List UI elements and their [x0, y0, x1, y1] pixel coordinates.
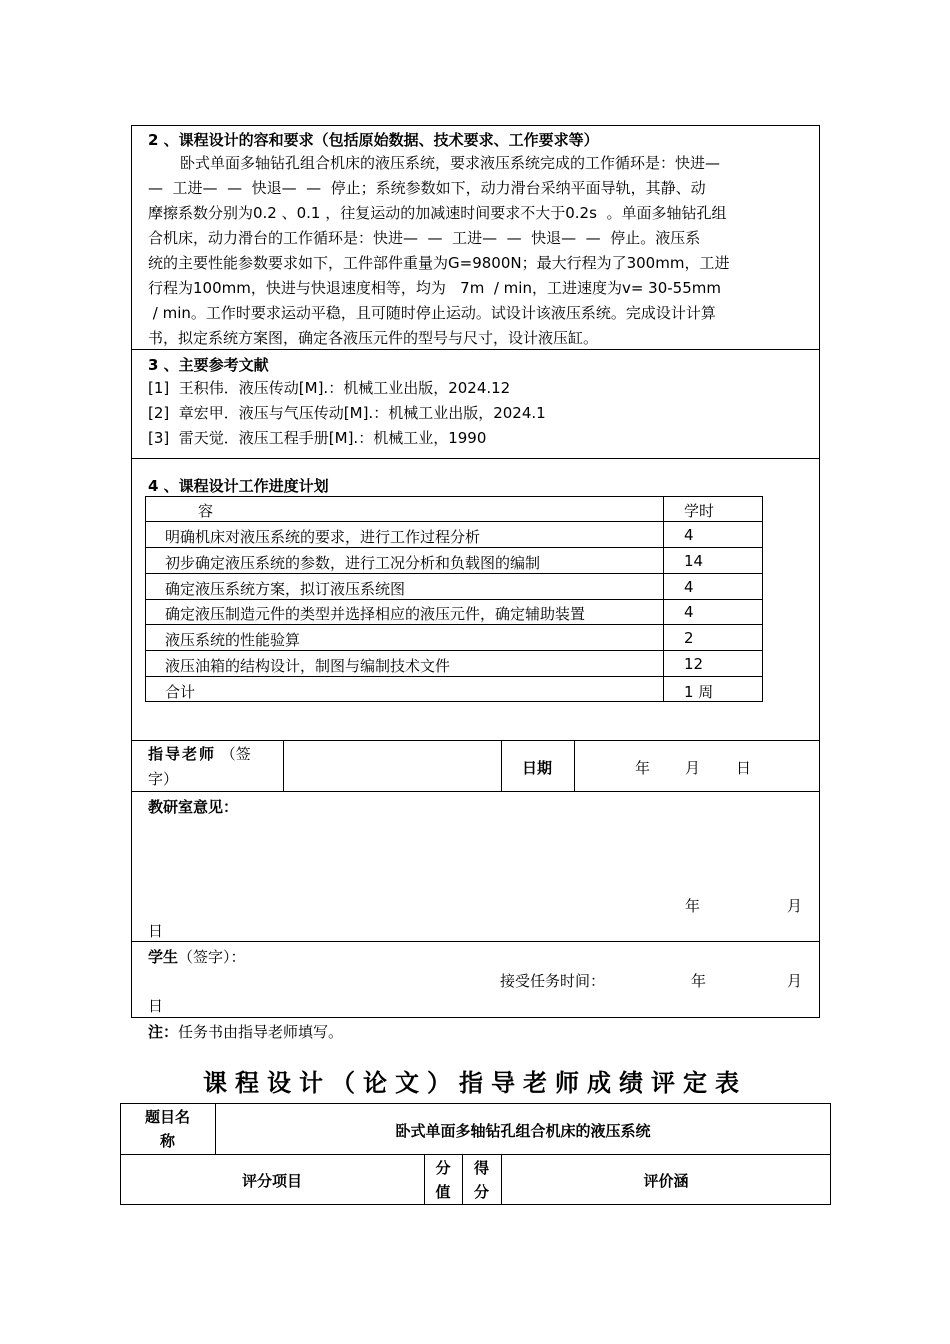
col-comment: 评价涵 [643, 1172, 689, 1190]
col-score-value: 分 值 [435, 1159, 451, 1201]
schedule-row-hours: 12 [684, 655, 704, 673]
schedule-row-hours: 4 [684, 578, 694, 596]
schedule-row-content: 液压油箱的结构设计，制图与编制技术文件 [165, 657, 451, 675]
schedule-row-content: 初步确定液压系统的参数，进行工况分析和负载图的编制 [165, 554, 541, 572]
date-day: 日 [736, 759, 752, 777]
reference-item: [2] 章宏甲．液压与气压传动[M].：机械工业出版，2024.1 [148, 404, 546, 422]
divider [131, 458, 820, 459]
section3-heading: 3 、主要参考文献 [148, 356, 269, 374]
schedule-total-label: 合计 [165, 683, 196, 701]
section2-line: 行程为100mm，快进与快退速度相等，均为 7m / min，工进速度为v= 30-55mm [148, 279, 721, 297]
topic-value: 卧式单面多轴钻孔组合机床的液压系统 [395, 1122, 651, 1140]
section2-line: 合机床，动力滑台的工作循环是：快进— — 工进— — 快退— — 停止。液压系 [148, 229, 701, 247]
schedule-total-hours: 1 周 [684, 683, 714, 701]
schedule-row-content: 明确机床对液压系统的要求，进行工作过程分析 [165, 528, 481, 546]
section2-heading: 2 、课程设计的容和要求（包括原始数据、技术要求、工作要求等） [148, 131, 599, 149]
accept-time-label: 接受任务时间： [500, 972, 606, 990]
section2-line: 摩擦系数分别为0.2 、0.1 ，往复运动的加减速时间要求不大于0.2s 。单面多轴钻孔组 [148, 204, 727, 222]
section2-line: / min。工作时要求运动平稳，且可随时停止运动。试设计该液压系统。完成设计计算 [148, 304, 716, 322]
section2-line: 卧式单面多轴钻孔组合机床的液压系统，要求液压系统完成的工作循环是：快进— [180, 154, 721, 172]
section2-line: — 工进— — 快退— — 停止；系统参数如下，动力滑台采纳平面导轨，其静、动 [148, 179, 706, 197]
schedule-row-content: 确定液压系统方案，拟订液压系统图 [165, 580, 406, 598]
section2-line: 书，拟定系统方案图，确定各液压元件的型号与尺寸，设计液压缸。 [148, 329, 599, 347]
section2-body [148, 151, 818, 351]
department-opinion-label: 教研室意见： [148, 798, 239, 816]
schedule-row-content: 液压系统的性能验算 [165, 631, 301, 649]
accept-year: 年 [691, 972, 707, 990]
department-year: 年 [685, 897, 701, 915]
schedule-row-content: 确定液压制造元件的类型并选择相应的液压元件，确定辅助装置 [165, 605, 586, 623]
schedule-header-content: 容 [198, 502, 214, 520]
department-month: 月 [787, 897, 803, 915]
col-score-item: 评分项目 [241, 1172, 302, 1190]
section4-heading: 4 、课程设计工作进度计划 [148, 477, 329, 495]
date-label: 日期 [522, 759, 553, 777]
department-day: 日 [148, 922, 164, 940]
schedule-row-hours: 14 [684, 552, 704, 570]
accept-day: 日 [148, 997, 164, 1015]
date-month: 月 [685, 759, 701, 777]
divider [131, 349, 820, 350]
reference-item: [1] 王积伟．液压传动[M].：机械工业出版，2024.12 [148, 379, 511, 397]
advisor-signature-label: 指导老师 （签 字） [148, 745, 251, 788]
note: 注：任务书由指导老师填写。 [148, 1023, 344, 1041]
schedule-row-hours: 4 [684, 603, 694, 621]
schedule-row-hours: 2 [684, 629, 694, 647]
reference-item: [3] 雷天觉．液压工程手册[M].：机械工业，1990 [148, 429, 487, 447]
student-signature-label: 学生（签字）： [148, 948, 246, 966]
reference-list [148, 376, 546, 451]
accept-month: 月 [787, 972, 803, 990]
schedule-row-hours: 4 [684, 526, 694, 544]
schedule-header-hours: 学时 [684, 502, 715, 520]
date-year: 年 [635, 759, 651, 777]
section2-line: 统的主要性能参数要求如下，工件部件重量为G=9800N；最大行程为了300mm，工进 [148, 254, 730, 272]
topic-label: 题目名 称 [144, 1108, 190, 1150]
evaluation-title: 课程设计（论文）指导老师成绩评定表 [203, 1069, 747, 1097]
col-score-got: 得 分 [473, 1159, 489, 1201]
